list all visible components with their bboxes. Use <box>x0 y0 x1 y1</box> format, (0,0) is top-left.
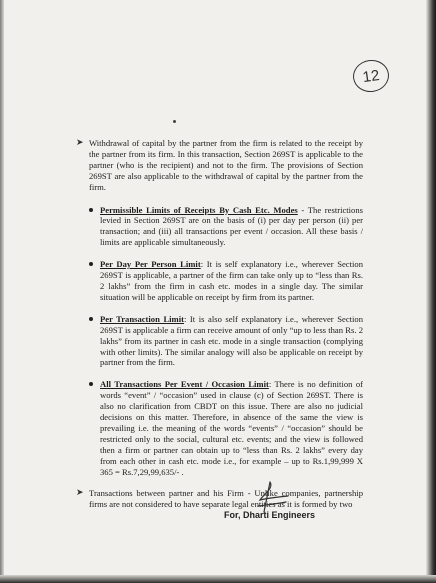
bullet-icon <box>89 382 93 386</box>
scan-edge-left <box>0 0 4 583</box>
list-item-heading: All Transactions Per Event / Occasion Limit <box>100 379 269 390</box>
bullet-icon <box>89 208 93 212</box>
bullet-icon <box>89 317 93 321</box>
arrow-bullet-icon: ➤ <box>76 138 84 148</box>
list-item-heading: Permissible Limits of Receipts By Cash Etc. Modes <box>100 204 298 215</box>
limits-list <box>78 205 363 478</box>
handwritten-page-number: 12 <box>351 58 391 95</box>
list-item <box>78 379 363 477</box>
scan-edge-right <box>426 0 436 583</box>
company-signature <box>224 510 324 520</box>
handwritten-signature-icon <box>250 480 290 514</box>
list-item-heading: Per Day Per Person Limit <box>100 259 201 270</box>
list-item-text: - The restrictions levied in Section 269ST are on the basis of (i) per day per person (ii) per transaction; and (iii) all transactions per event / occasion. All these basis / limits are applicable simultaneously. <box>100 204 363 248</box>
paragraph-transactions <box>78 488 363 510</box>
document-body <box>78 138 363 522</box>
signature-text: For, Dharti Engineers <box>224 510 316 520</box>
arrow-bullet-icon: ➤ <box>76 488 84 499</box>
scan-edge-bottom <box>0 575 436 583</box>
scan-speck <box>173 120 176 123</box>
paragraph-text: Transactions between partner and his Firm - Unlike companies, partnership firms are not considered to have separate legal entities as it is formed by two <box>89 488 363 510</box>
bullet-icon <box>89 262 93 266</box>
list-item <box>78 259 363 303</box>
list-item-heading: Per Transaction Limit <box>100 313 184 324</box>
list-item-text: : It is self explanatory i.e., wherever Section 269ST is applicable, a partner of the firm can take only up to “less than Rs. 2 lakhs” from the firm in cash etc. modes in a single day. The similar situation will be applicable on receipt by firm from its partner. <box>100 259 363 302</box>
list-item <box>78 205 363 249</box>
list-item-text: : It is also self explanatory i.e., wherever Section 269ST is applicable a firm can receive amount of only “up to less than Rs. 2 lakhs” from its partner in cash etc. mode in a single transaction (complying with other limits). The similar analogy will also be applicable on receipt by partner from the firm. <box>100 313 363 368</box>
list-item <box>78 314 363 369</box>
paragraph-text: Withdrawal of capital by the partner from the firm is related to the receipt by the partner from its firm. In this transaction, Section 269ST is applicable to the partner (who is the recipient) and not to the firm. The provisions of Section 269ST are also applicable to the withdrawal of capital by the partner from the firm. <box>89 138 363 192</box>
paragraph-withdrawal <box>78 138 363 193</box>
list-item-text: : There is no definition of words “event” / “occasion” used in clause (c) of Section 269ST. There is also no clarification from CBDT on this issue. There are also no judicial decisions on this matter. Therefore, in absence of the same the view is prevailing i.e. the meaning of the words “events” / “occasion” should be restricted only to the social, cultural etc. events; and the view is followed then a firm or partner can obtain up to “less than Rs. 2 lakhs” every day from each other in cash etc. mode i.e., for example – up to Rs.1,99,999 X 365 = Rs.7,29,99,635/- . <box>100 379 363 477</box>
